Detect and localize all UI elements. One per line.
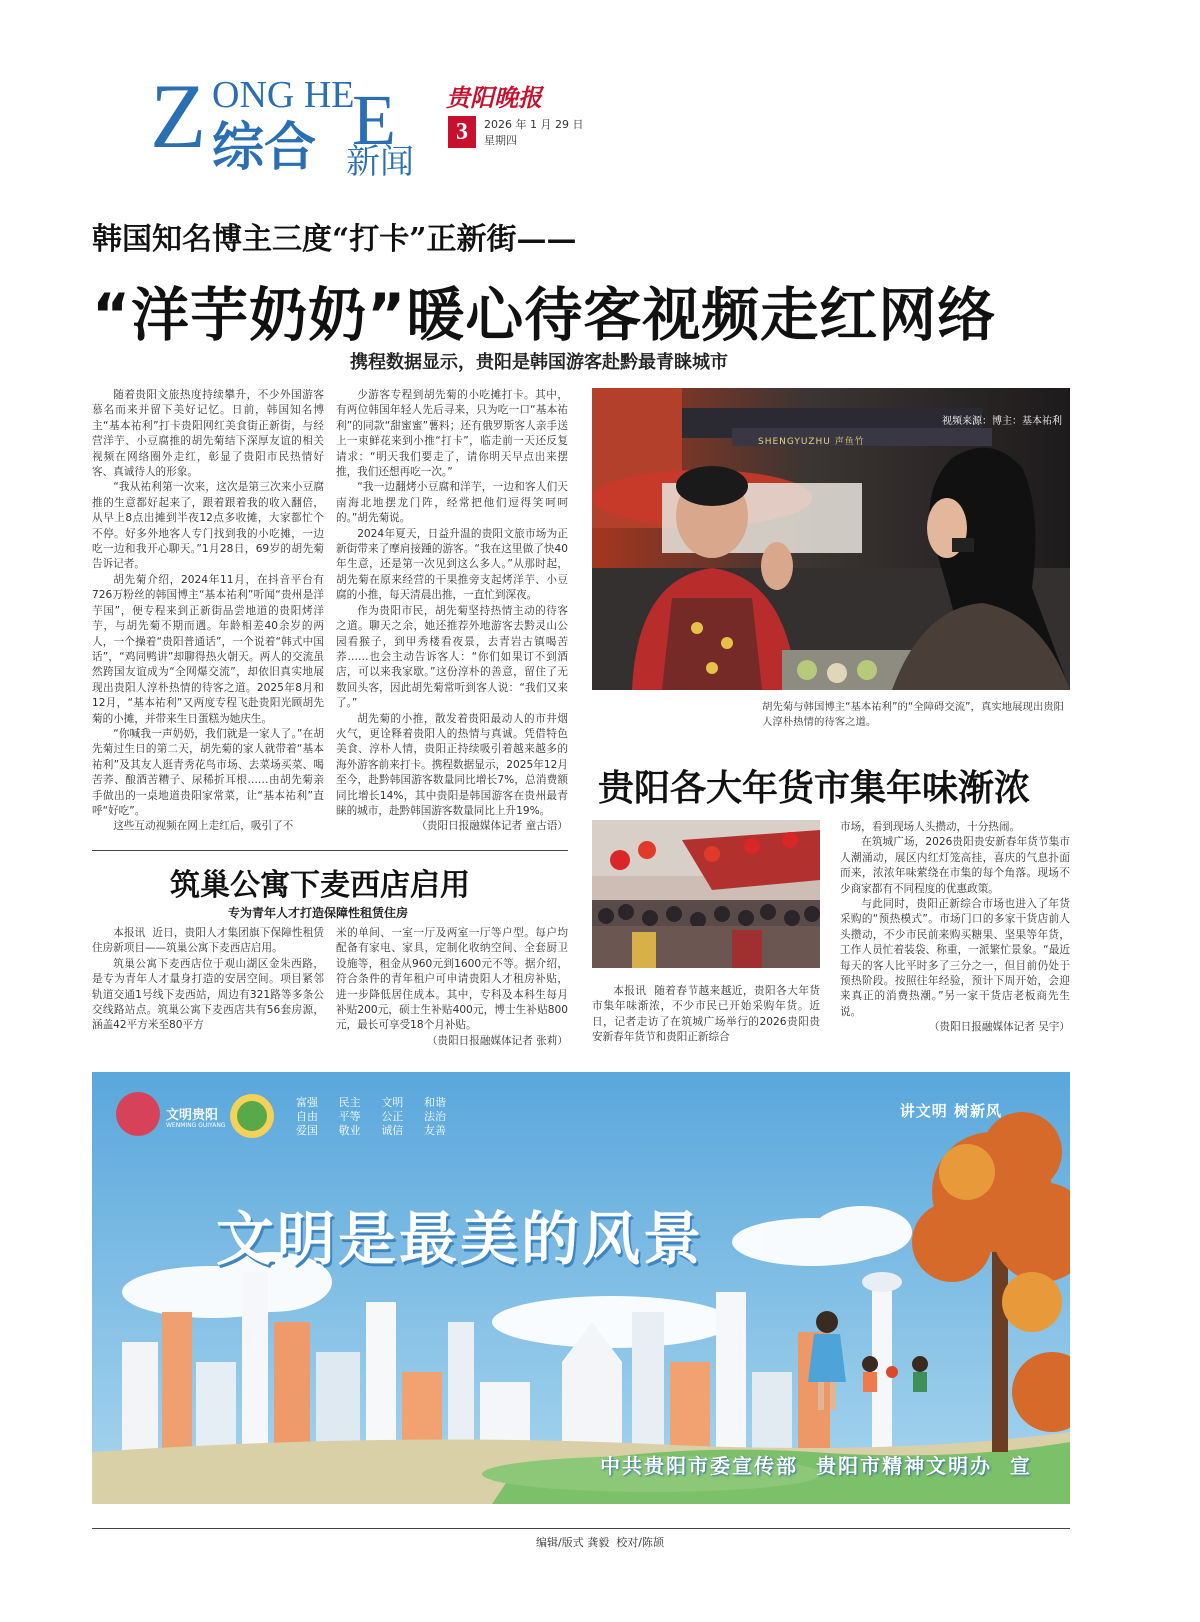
apartment-paragraph: 米的单间、一室一厅及两室一厅等户型。每户均配备有家电、家具，定制化收纳空间、全套厨卫设施等，租金从960元到1600元不等。据介绍，符合条件的青年租户可申请贵阳人才租房补贴，进一步降低居住成本。其中，专科及本科生每月补贴200元，硕士生补贴400元，博士生补贴800元，最长可享受18个月补贴。 [336, 927, 568, 1032]
apartment-headline: 筑巢公寓下麦西店启用 [170, 868, 470, 903]
core-value: 公正 [381, 1110, 404, 1123]
lead-headline: “洋芋奶奶”暖心待客视频走红网络 [92, 281, 997, 349]
lead-paragraph: 胡先菊介绍，2024年11月，在抖音平台有726万粉丝的韩国博主“基本祐利”听闻“贵州是洋芋国”，便专程来到正新街品尝地道的贵阳烤洋芋，与胡先菊不期而遇。年龄相差40余岁的两人，一个操着“贵阳普通话”，一个说着“韩式中国话”，“鸡同鸭讲”却聊得热火朝天。两人的交流虽然跨国友谊成为“全网爆交流”，却依旧真实地展现出贵阳人淳朴热情的待客之道。2025年8月和12月，“基本祐利”又两度专程飞赴贵阳光顾胡先菊的小摊，并带来生日蛋糕为她庆生。 [92, 573, 324, 725]
lead-paragraph: 胡先菊的小推，散发着贵阳最动人的市井烟火气，更诠释着贵阳人的热情与真诚。凭借特色美食、淳朴人情，贵阳正持续吸引着越来越多的海外游客前来打卡。携程数据显示，2025年12月至今，赴黔韩国游客数量同比增长7%，总消费额同比增长14%，其中贵阳是韩国游客在贵州最青睐的城市，赴黔韩国游客数量同比上升19%。 [336, 712, 568, 817]
ad-core-values [296, 1096, 446, 1138]
lead-paragraph: 作为贵阳市民，胡先菊坚持热情主动的待客之道。聊天之余，她还推荐外地游客去黔灵山公园看猴子，到甲秀楼看夜景，去青岩古镇喝苦荞……也会主动告诉客人：“你们如果订不到酒店，可以来我家歇。”这份淳朴的善意，留住了无数回头客，因此胡先菊常听到客人说：“我们又来了。” [336, 604, 568, 710]
core-value: 自由 [296, 1110, 318, 1123]
ad-title: 文明是最美的风景 [216, 1205, 705, 1273]
core-value: 和谐 [423, 1096, 446, 1109]
masthead-e: E [352, 80, 396, 160]
lead-paragraph: “我一边翻烤小豆腐和洋芋，一边和客人们天南海北地摆龙门阵，经常把他们逗得笑呵呵的。”胡先菊说。 [336, 481, 568, 525]
apartment-subhead: 专为青年人才打造保障性租赁住房 [228, 906, 409, 920]
core-value: 敬业 [338, 1124, 361, 1137]
core-value: 友善 [423, 1124, 446, 1137]
apartment-column-2 [336, 926, 568, 1050]
core-value: 法治 [423, 1110, 446, 1123]
core-value: 文明 [381, 1096, 404, 1109]
lead-column-2 [336, 388, 568, 843]
apartment-tag: 本报讯 [113, 927, 146, 939]
paper-name: 贵阳晚报 [446, 83, 542, 112]
market-paragraph: 在筑城广场，2026贵阳贵安新春年货节集市人潮涌动，展区内红灯笼高挂，喜庆的气息扑面而来，浓浓年味萦绕在市集的每个角落。现场不少商家都有不同程度的优惠政策。 [840, 836, 1070, 895]
market-photo-illustration [592, 820, 820, 968]
market-paragraph: 市场，看到现场人头攒动，十分热闹。 [840, 821, 1021, 833]
market-paragraph: 随着春节越来越近，贵阳各大年货市集年味渐浓，不少市民已开始采购年货。近日，记者走访了在筑城广场举行的2026贵阳贵安新春年货节和贵阳正新综合 [592, 985, 820, 1044]
lead-paragraph: 这些互动视频在网上走红后，吸引了不 [113, 820, 294, 833]
ad-logo-subtext: WENMING GUIYANG [166, 1122, 226, 1129]
page-credits: 编辑/版式 龚毅 校对/陈颉 [536, 1536, 664, 1549]
lead-subhead: 携程数据显示，贵阳是韩国游客赴黔最青睐城市 [350, 352, 728, 373]
core-value: 富强 [296, 1096, 318, 1109]
apartment-column-1 [92, 926, 324, 1050]
lead-paragraph: 少游客专程到胡先菊的小吃摊打卡。其中，有两位韩国年轻人先后寻来，只为吃一口“基本祐利”的同款“甜蜜蜜”薯料；还有俄罗斯客人亲手送上一束鲜花来到小推“打卡”，临走前一天还反复请求：“明天我们要走了，请你明天早点出来摆推，我们还想再吃一次。” [336, 389, 568, 479]
section-divider [92, 850, 568, 851]
lead-photo-caption: 胡先菊与韩国博主“基本祐利”的“全障碍交流”，真实地展现出贵阳人淳朴热情的待客之道。 [762, 701, 1065, 728]
footer-rule [92, 1528, 1070, 1529]
market-paragraph: 与此同时，贵阳正新综合市场也进入了年货采购的“预热模式”。市场门口的多家干货店前人头攒动，不少市民前来购买糖果、坚果等年货，工作人员忙着装袋、称重，一派繁忙景象。“最近每天的客人比平时多了三分之一，但目前仍处于预热阶段。按照往年经验，预计下周开始，会迎来真正的消费热潮。”另一家干货店老板商先生说。 [840, 898, 1070, 1018]
market-column-2 [840, 820, 1070, 1046]
masthead [150, 65, 450, 190]
ad-cityscape [92, 1072, 1070, 1504]
lead-paragraph: 2024年夏天，日益升温的贵阳文旅市场为正新街带来了摩肩接踵的游客。“我在这里做了快40年生意，还是第一次见到这么多人。”从那时起，胡先菊在原来经营的干果推旁支起烤洋芋、小豆腐的小推，每天清晨出推，一直忙到深夜。 [336, 527, 568, 602]
market-photo [592, 820, 820, 968]
page-number: 3 [448, 116, 476, 148]
market-headline: 贵阳各大年货市集年味渐浓 [598, 768, 1031, 809]
lead-paragraph: 随着贵阳文旅热度持续攀升，不少外国游客慕名而来并留下美好记忆。日前，韩国知名博主“基本祐利”打卡贵阳网红美食街正新街，与经营洋芋、小豆腐推的胡先菊结下深厚友谊的相关视频在网络圈外走红，彰显了贵阳市民热情好客、真诚待人的形象。 [92, 389, 324, 479]
core-value: 诚信 [381, 1124, 404, 1137]
photo-sign: SHENGYUZHU 声鱼竹 [758, 437, 865, 447]
photo-credit: 视频来源：博主：基本祐利 [942, 416, 1062, 427]
civility-ad [92, 1072, 1070, 1504]
market-byline: （贵阳日报融媒体记者 吴宇） [928, 1021, 1070, 1034]
apartment-paragraph: 近日，贵阳人才集团旗下保障性租赁住房新项目——筑巢公寓下麦西店启用。 [92, 927, 324, 955]
core-value: 民主 [338, 1096, 361, 1109]
issue-date: 2026 年 1 月 29 日 [484, 118, 584, 131]
masthead-zonghe: 综合 [212, 118, 317, 178]
lead-paragraph: “你喊我一声奶奶，我们就是一家人了。”在胡先菊过生日的第二天，胡先菊的家人就带着“基本祐利”及其友人逛青秀花鸟市场、去菜场买菜、喝苦荞、酿酒苦糟子、尿稀折耳根……由胡先菊亲手做出的一桌地道贵阳家常菜，让“基本祐利”直呼“好吃”。 [92, 727, 324, 817]
market-column-1 [592, 984, 820, 1046]
lead-paragraph: “我从祐利第一次来，这次是第三次来小豆腐推的生意都好起来了，跟着跟着我的收入翻倍，从早上8点出摊到半夜12点多收摊，大家都忙个不停。好多外地客人专门找到我的小吃摊，一边吃一边和我开心聊天。”1月28日，69岁的胡先菊告诉记者。 [92, 481, 324, 571]
core-value: 平等 [338, 1110, 361, 1123]
ad-slogan: 讲文明 树新风 [899, 1102, 1002, 1120]
ad-logo-text: 文明贵阳 [166, 1108, 219, 1123]
lead-photo [592, 388, 1070, 690]
masthead-z: Z [150, 65, 207, 167]
ad-footer: 中共贵阳市委宣传部 贵阳市精神文明办 宣 [600, 1454, 1032, 1478]
core-value: 爱国 [296, 1124, 318, 1137]
masthead-xinwen: 新闻 [346, 142, 414, 182]
apartment-byline: （贵阳日报融媒体记者 张莉） [426, 1034, 568, 1047]
lead-kicker: 韩国知名博主三度“打卡”正新街—— [92, 222, 577, 257]
lead-column-1 [92, 388, 324, 843]
apartment-paragraph: 筑巢公寓下麦西店位于观山湖区金朱西路，是专为青年人才量身打造的安居空间。项目紧邻轨道交通1号线下麦西站，周边有321路等多条公交线路站点。筑巢公寓下麦西店共有56套房源，涵盖42平方米至80平方 [92, 957, 324, 1032]
market-tag: 本报讯 [613, 985, 647, 997]
masthead-ong-he: ONG HE [212, 74, 355, 116]
lead-byline: （贵阳日报融媒体记者 童古语） [416, 820, 568, 833]
issue-weekday: 星期四 [484, 134, 517, 147]
